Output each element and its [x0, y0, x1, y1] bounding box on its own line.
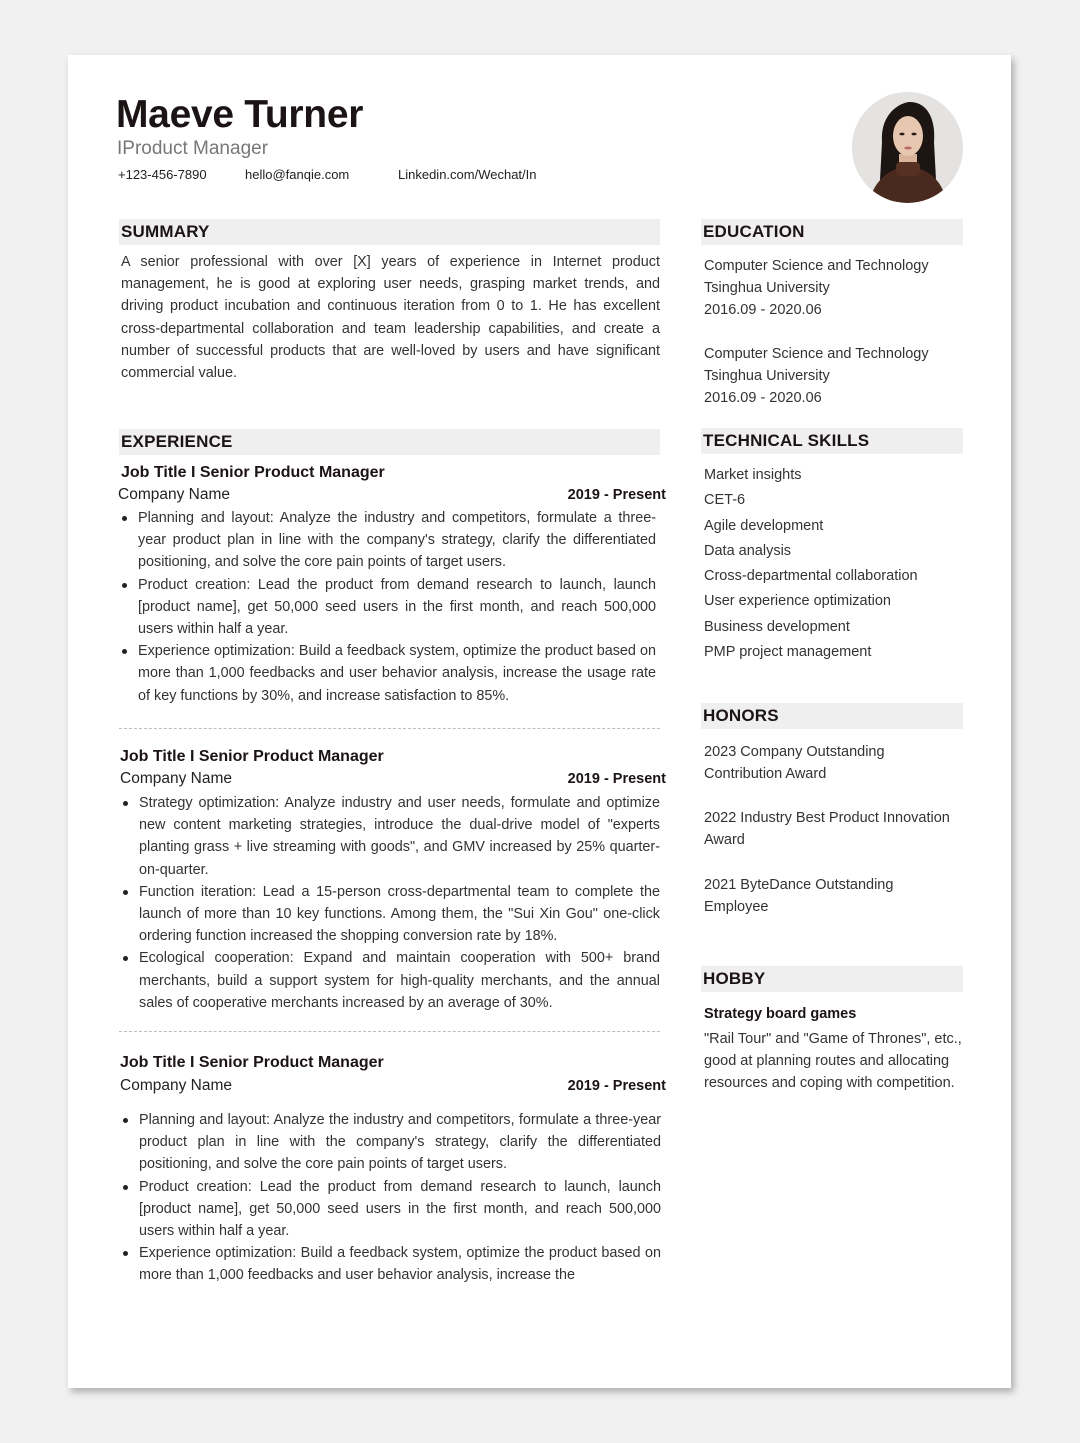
avatar: [852, 92, 963, 203]
skill-item: User experience optimization: [704, 593, 891, 610]
phone-number: +123-456-7890: [118, 167, 207, 182]
honor-item: 2021 ByteDance Outstanding Employee: [704, 877, 894, 916]
list-item: Experience optimization: Build a feedback system, optimize the product based on more than 1,000 feedbacks and user behavior analysis, increase the usage rate of key functions by 30%, and increase satisfaction to 85%.: [119, 640, 656, 707]
divider: [119, 1031, 660, 1032]
education-major: Computer Science and Technology: [704, 258, 929, 274]
job-title: Job Title I Senior Product Manager: [120, 1054, 384, 1071]
company-name: Company Name: [118, 486, 230, 503]
list-item: Strategy optimization: Analyze industry and user needs, formulate and optimize new content marketing strategies, introduce the dual-drive model of "experts planting grass + live streaming with goods", and GMV increased by 25% quarter-on-quarter.: [120, 792, 660, 881]
list-item: Experience optimization: Build a feedback system, optimize the product based on more than 1,000 feedbacks and user behavior analysis, increase the: [120, 1242, 661, 1286]
list-item: Product creation: Lead the product from demand research to launch, launch [product name], get 50,000 seed users in the first month, and reach 500,000 users within half a year.: [119, 574, 656, 641]
skills-list: [704, 464, 918, 666]
candidate-role: IProduct Manager: [117, 138, 269, 159]
education-entry: [704, 343, 929, 410]
hobby-description: "Rail Tour" and "Game of Thrones", etc., good at planning routes and allocating resources and coping with competition.: [704, 1031, 962, 1092]
job-title: Job Title I Senior Product Manager: [121, 464, 385, 481]
honor-item: 2022 Industry Best Product Innovation Award: [704, 810, 950, 849]
skill-item: Agile development: [704, 517, 824, 534]
education-period: 2016.09 - 2020.06: [704, 302, 822, 319]
skill-item: Cross-departmental collaboration: [704, 568, 918, 585]
experience-heading: EXPERIENCE: [119, 429, 660, 455]
hobby-name: Strategy board games: [704, 1006, 857, 1022]
list-item: Product creation: Lead the product from demand research to launch, launch [product name], get 50,000 seed users in the first month, and reach 500,000 users within half a year.: [120, 1176, 661, 1243]
job-date: 2019 - Present: [567, 487, 666, 503]
job-bullets: [120, 1109, 661, 1287]
portrait-photo: [852, 92, 963, 203]
education-entry: [704, 255, 929, 322]
honor-item: 2023 Company Outstanding Contribution Award: [704, 744, 885, 783]
skill-item: Business development: [704, 618, 850, 635]
email-address: hello@fanqie.com: [245, 167, 350, 182]
job-date: 2019 - Present: [567, 771, 666, 787]
summary-heading: SUMMARY: [119, 219, 660, 245]
education-period: 2016.09 - 2020.06: [704, 390, 822, 407]
list-item: Planning and layout: Analyze the industry and competitors, formulate a three-year product plan in line with the company's strategy, clarify the differentiated positioning, and solve the core pain points of target users.: [120, 1109, 661, 1176]
summary-text: A senior professional with over [X] years of experience in Internet product management, he is good at exploring user needs, grasping market trends, and driving product incubation and continuous iteration from 0 to 1. He has excellent cross-departmental collaboration and team leadership capabilities, and create a number of successful products that are well-loved by users and have significant commercial value.: [121, 254, 660, 382]
divider: [119, 728, 660, 729]
social-link: Linkedin.com/Wechat/In: [398, 167, 537, 182]
candidate-name: Maeve Turner: [116, 93, 364, 136]
hobby-heading: HOBBY: [701, 966, 963, 992]
skill-item: PMP project management: [704, 644, 872, 661]
education-heading: EDUCATION: [701, 219, 963, 245]
job-title: Job Title I Senior Product Manager: [120, 748, 384, 765]
resume-page: [68, 55, 1011, 1388]
skill-item: CET-6: [704, 492, 746, 509]
company-name: Company Name: [120, 1077, 232, 1094]
job-bullets: [119, 507, 656, 707]
company-name: Company Name: [120, 770, 232, 787]
list-item: Function iteration: Lead a 15-person cross-departmental team to complete the launch of more than 10 key functions. Among them, the "Sui Xin Gou" one-click ordering function increased the shopping conversion rate by 18%.: [120, 881, 660, 948]
honors-heading: HONORS: [701, 703, 963, 729]
skill-item: Market insights: [704, 467, 802, 483]
list-item: Ecological cooperation: Expand and maintain cooperation with 500+ brand merchants, build a support system for high-quality merchants, and the annual sales of cooperative merchants increased by an average of 30%.: [120, 947, 660, 1014]
skill-item: Data analysis: [704, 542, 792, 559]
job-bullets: [120, 792, 660, 1014]
skills-heading: TECHNICAL SKILLS: [701, 428, 963, 454]
education-major: Computer Science and Technology: [704, 346, 929, 362]
job-date: 2019 - Present: [567, 1078, 666, 1094]
education-school: Tsinghua University: [704, 368, 830, 385]
education-school: Tsinghua University: [704, 280, 830, 297]
list-item: Planning and layout: Analyze the industry and competitors, formulate a three-year product plan in line with the company's strategy, clarify the differentiated positioning, and solve the core pain points of target users.: [119, 507, 656, 574]
